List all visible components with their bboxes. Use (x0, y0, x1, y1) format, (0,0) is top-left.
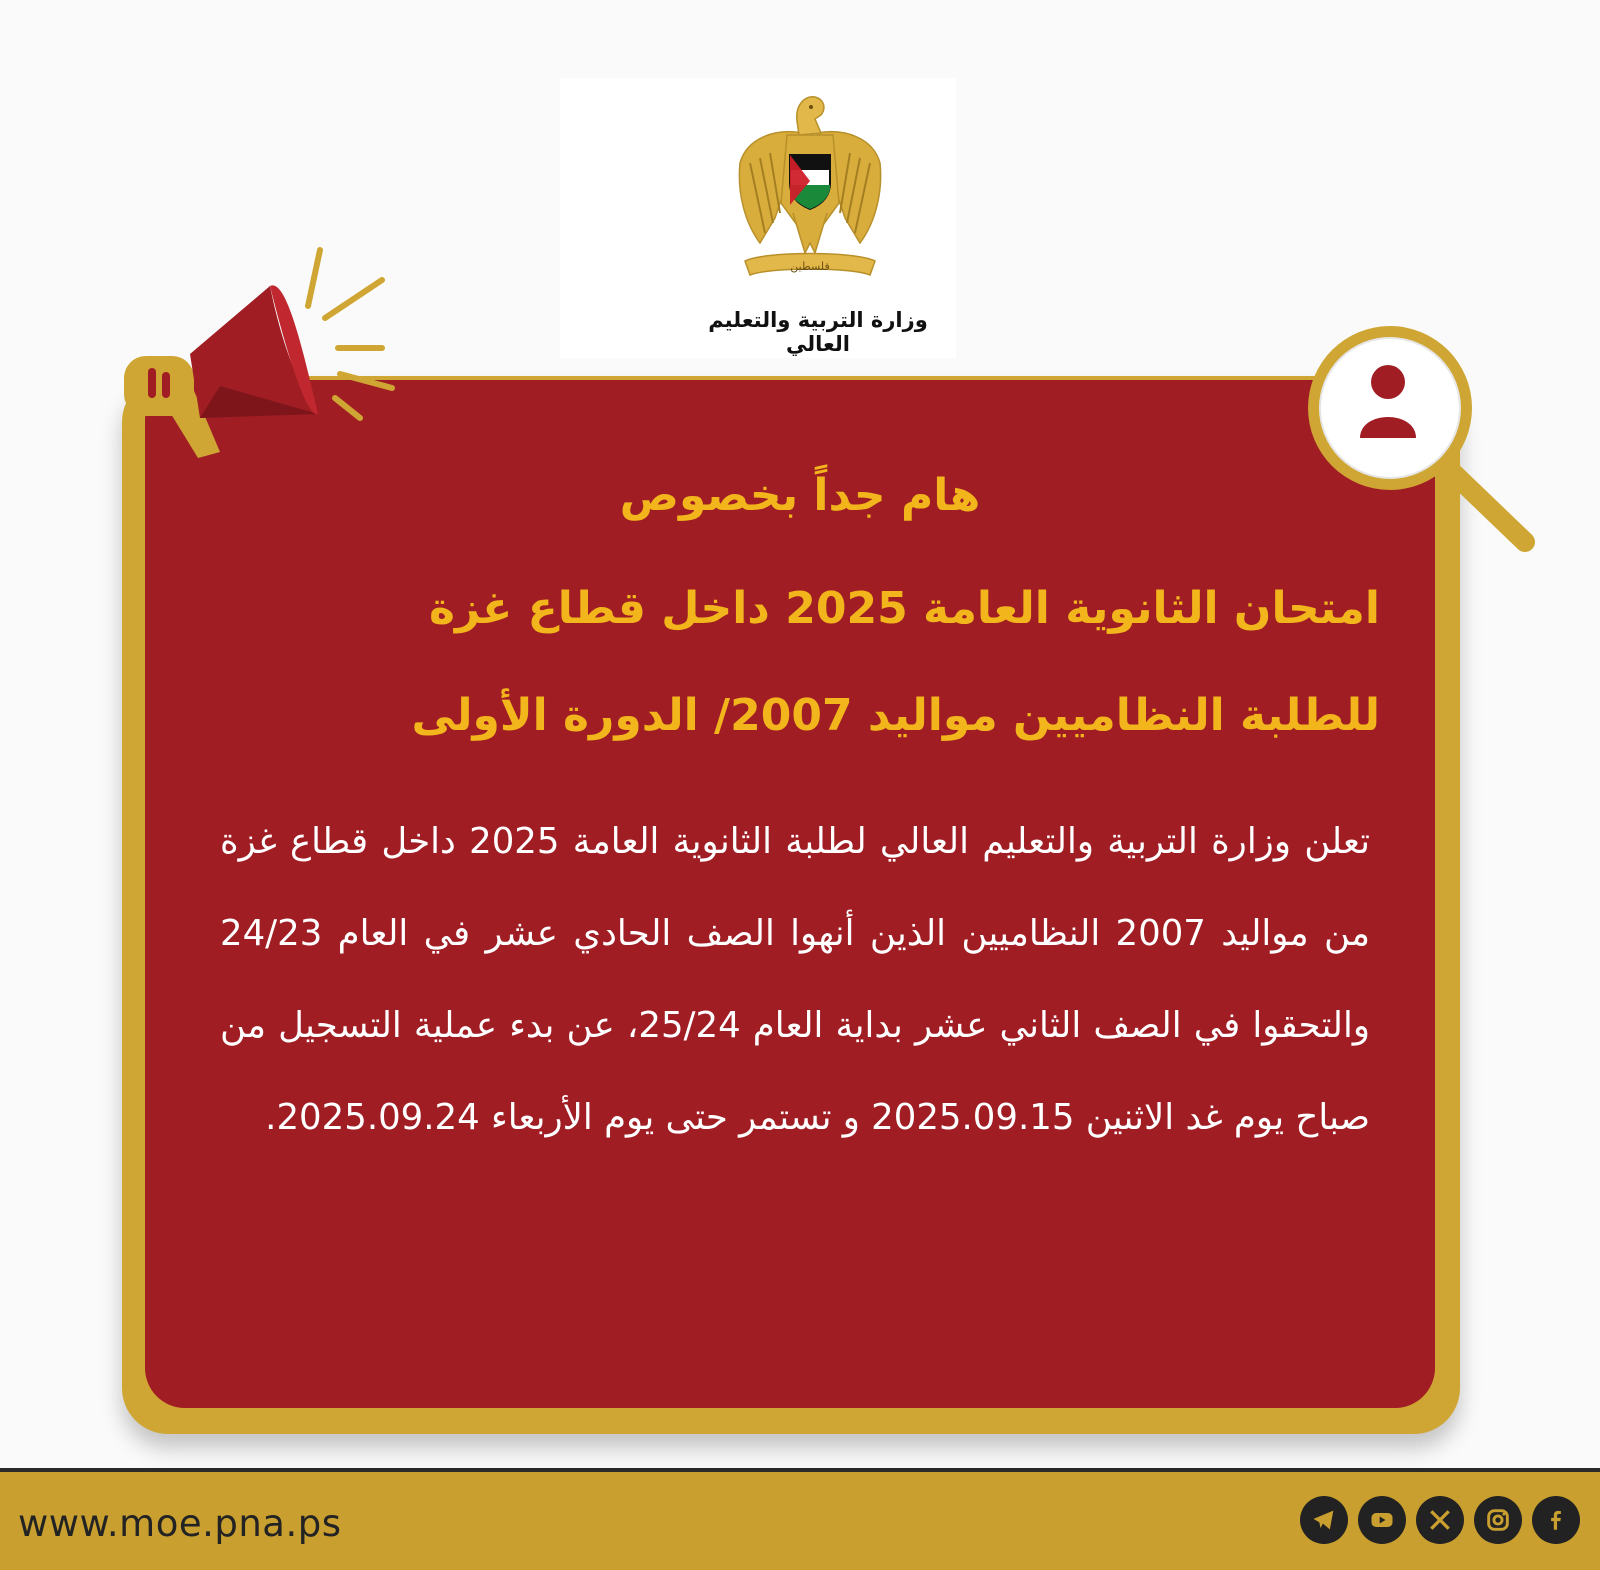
emblem-caption: فلسطين (790, 260, 830, 273)
website-link[interactable]: www.moe.pna.ps (18, 1502, 342, 1545)
palestine-eagle-emblem-icon (735, 93, 885, 278)
headline-students: للطلبة النظاميين مواليد 2007/ الدورة الأولى (411, 690, 1380, 741)
x-icon[interactable] (1416, 1496, 1464, 1544)
headline-exam: امتحان الثانوية العامة 2025 داخل قطاع غزة (428, 583, 1380, 634)
announcement-body: تعلن وزارة التربية والتعليم العالي لطلبة الثانوية العامة 2025 داخل قطاع غزة من مواليد 2007 النظاميين الذين أنهوا الصف الحادي عشر في العام 24/23 والتحقوا في الصف الثاني عشر بداية العام 25/24، عن بدء عملية التسجيل من صباح يوم غد الاثنين 2025.09.15 و تستمر حتى يوم الأربعاء 2025.09.24. (220, 821, 1370, 1138)
instagram-icon[interactable] (1474, 1496, 1522, 1544)
magnifier-person-icon (1290, 320, 1575, 570)
facebook-icon[interactable] (1532, 1496, 1580, 1544)
headline-important: هام جداً بخصوص (619, 470, 981, 521)
ministry-name: وزارة التربية والتعليم العالي (708, 308, 928, 356)
ministry-logo (560, 78, 956, 358)
megaphone-icon (120, 246, 410, 476)
social-links (1300, 1496, 1580, 1544)
youtube-icon[interactable] (1358, 1496, 1406, 1544)
telegram-icon[interactable] (1300, 1496, 1348, 1544)
footer-bar (0, 1468, 1600, 1570)
